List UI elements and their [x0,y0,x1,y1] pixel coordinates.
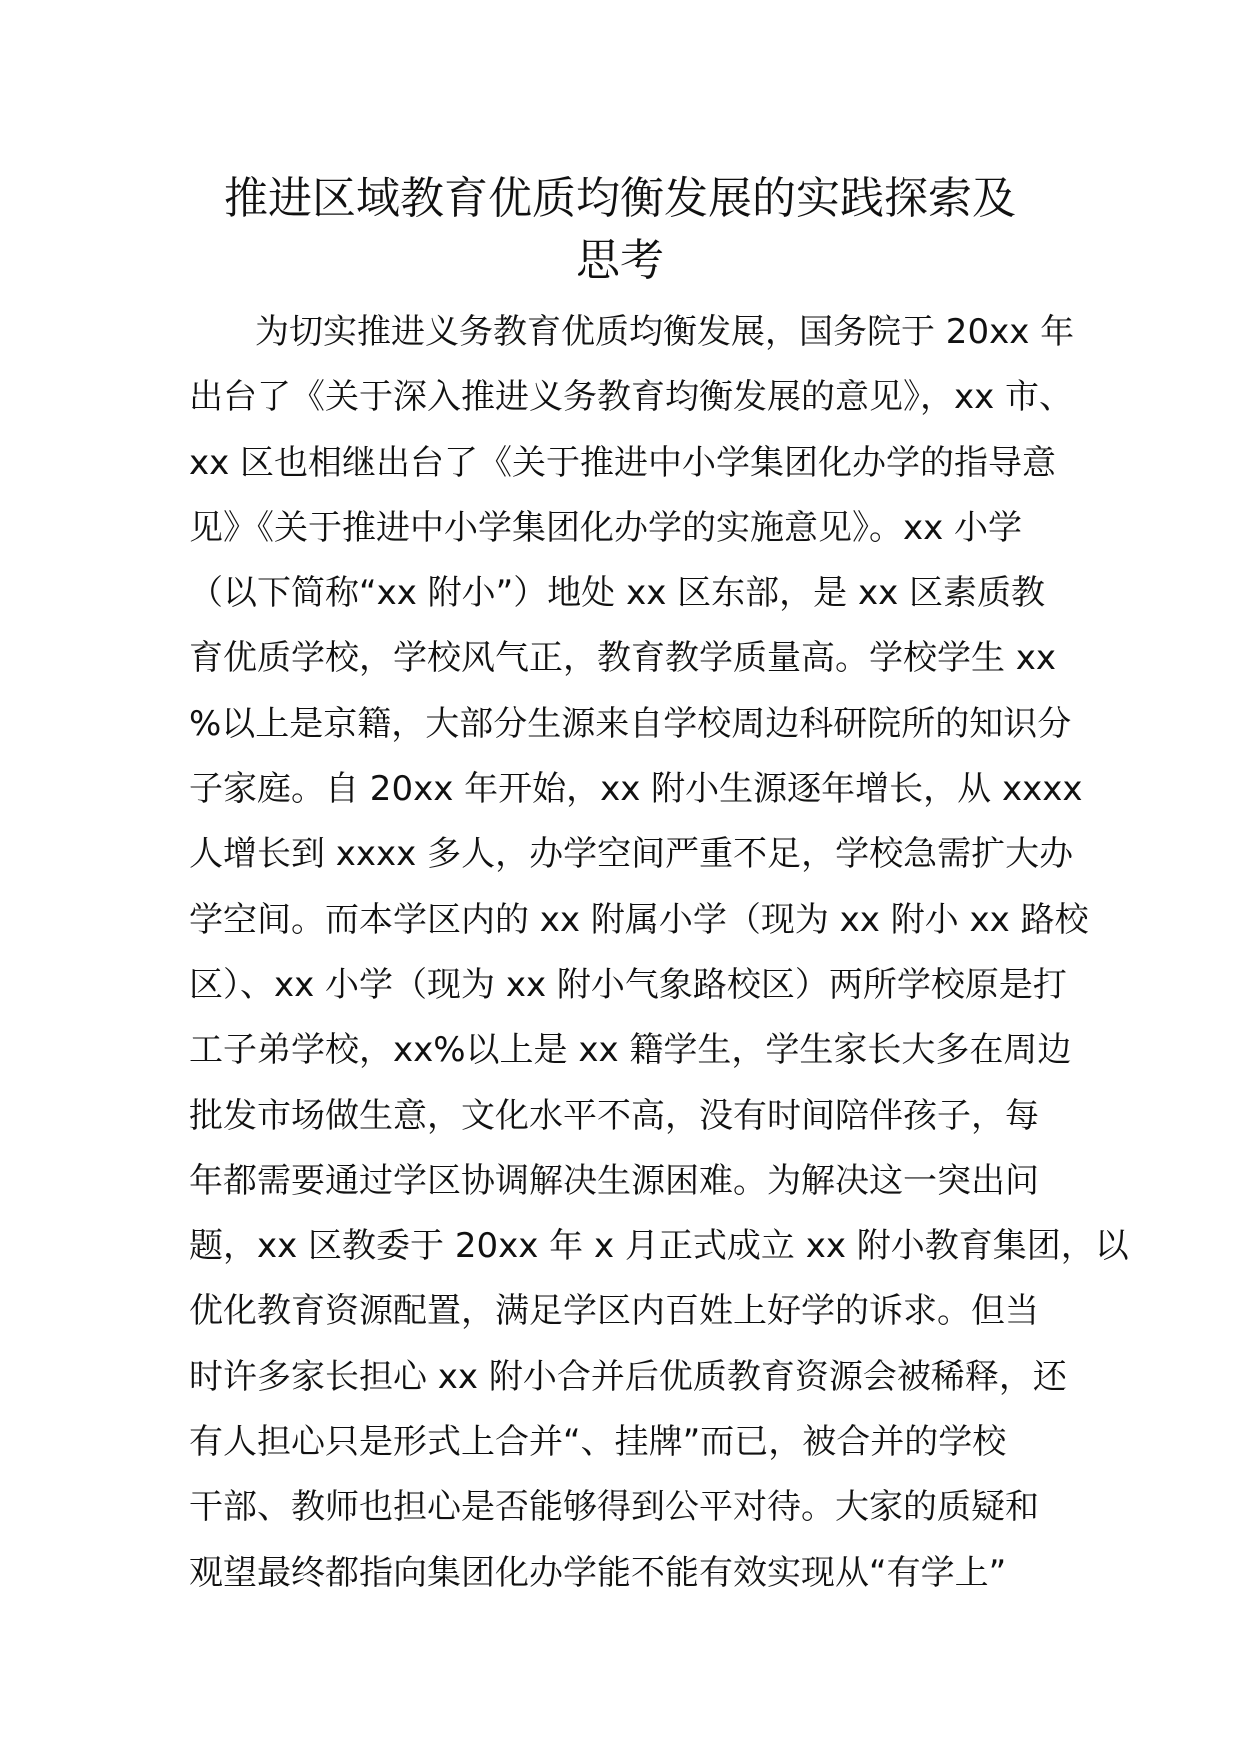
body-line-1: 为切实推进义务教育优质均衡发展，国务院于 20xx 年 [255,312,1075,352]
body-line-18: 有人担心只是形式上合并“、挂牌”而已，被合并的学校 [189,1422,1007,1463]
body-line-8: 子家庭。自 20xx 年开始，xx 附小生源逐年增长，从 xxxx [189,769,1083,810]
body-line-11: 区）、xx 小学（现为 xx 附小气象路校区）两所学校原是打 [189,964,1067,1005]
body-line-13: 批发市场做生意，文化水平不高，没有时间陪伴孩子，每 [189,1095,1039,1136]
body-line-15: 题，xx 区教委于 20xx 年 x 月正式成立 xx 附小教育集团，以 [189,1226,1129,1267]
body-line-19: 干部、教师也担心是否能够得到公平对待。大家的质疑和 [189,1487,1039,1528]
body-line-14: 年都需要通过学区协调解决生源困难。为解决这一突出问 [189,1160,1039,1201]
body-line-12: 工子弟学校，xx%以上是 xx 籍学生，学生家长大多在周边 [189,1030,1072,1071]
body-line-6: 育优质学校，学校风气正，教育教学质量高。学校学生 xx [189,638,1057,679]
title-line-1: 推进区域教育优质均衡发展的实践探索及 [224,173,1016,224]
body-line-5: （以下简称“xx 附小”）地处 xx 区东部，是 xx 区素质教 [189,573,1045,614]
document-title [180,168,1060,292]
title-line-2: 思考 [576,235,664,286]
body-line-16: 优化教育资源配置，满足学区内百姓上好学的诉求。但当 [189,1291,1039,1332]
body-line-3: xx 区也相继出台了《关于推进中小学集团化办学的指导意 [189,442,1057,483]
body-line-2: 出台了《关于深入推进义务教育均衡发展的意见》，xx 市、 [189,377,1074,418]
body-line-4: 见》《关于推进中小学集团化办学的实施意见》。xx 小学 [189,507,1023,548]
body-line-20: 观望最终都指向集团化办学能不能有效实现从“有学上” [189,1552,1007,1593]
body-line-7: %以上是京籍，大部分生源来自学校周边科研院所的知识分 [189,703,1072,744]
body-paragraph [189,300,1129,1606]
body-line-9: 人增长到 xxxx 多人，办学空间严重不足，学校急需扩大办 [189,834,1074,875]
body-line-10: 学空间。而本学区内的 xx 附属小学（现为 xx 附小 xx 路校 [189,899,1089,940]
body-line-17: 时许多家长担心 xx 附小合并后优质教育资源会被稀释，还 [189,1356,1067,1397]
